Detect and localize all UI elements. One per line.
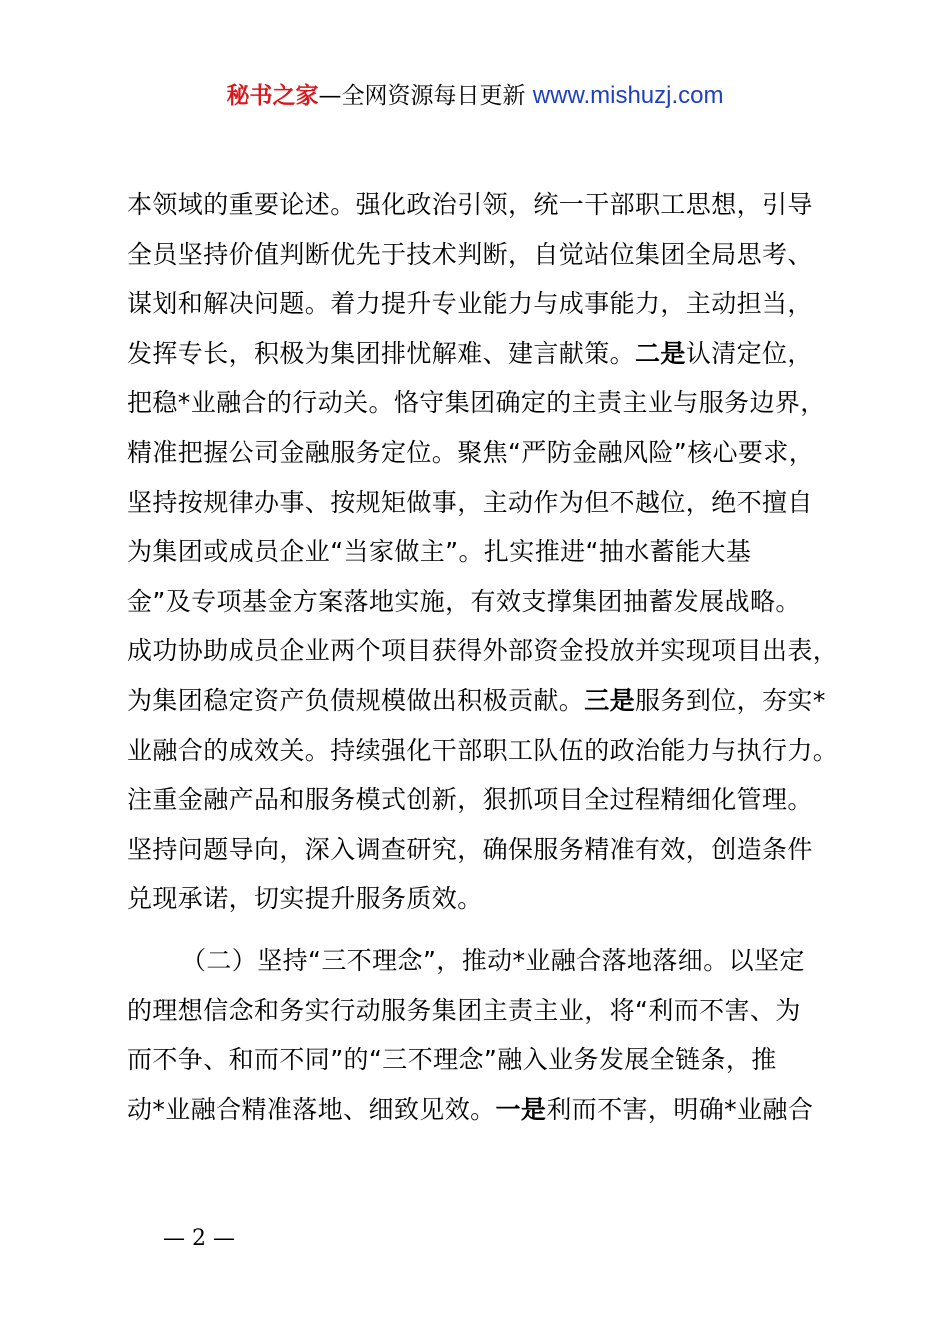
text-line	[127, 230, 867, 280]
emphasis-text: 一是	[495, 1094, 547, 1124]
line-text: 坚持按规律办事、按规矩做事，主动作为但不越位，绝不擅自	[127, 487, 813, 517]
line-text: 业融合的成效关。持续强化干部职工队伍的政治能力与执行力。	[127, 735, 839, 765]
text-line	[127, 726, 867, 776]
line-text: 动*业融合精准落地、细致见效。	[127, 1094, 496, 1124]
line-text: 成功协助成员企业两个项目获得外部资金投放并实现项目出表，	[127, 636, 839, 666]
text-line	[127, 775, 867, 825]
line-text: 服务到位，夯实*	[635, 685, 826, 715]
line-text: 金”及专项基金方案落地实施，有效支撑集团抽蓄发展战略。	[127, 586, 801, 616]
line-text: 谋划和解决问题。着力提升专业能力与成事能力，主动担当，	[127, 289, 813, 319]
line-text: 的理想信念和务实行动服务集团主责主业，将“利而不害、为	[127, 995, 801, 1025]
line-text: 兑现承诺，切实提升服务质效。	[127, 884, 483, 914]
emphasis-text: 三是	[584, 685, 636, 715]
text-line	[127, 428, 867, 478]
text-line	[127, 626, 867, 676]
page-number: — 2 —	[163, 1226, 235, 1251]
emphasis-text: 二是	[635, 338, 686, 368]
text-line	[127, 577, 867, 627]
line-text: 而不争、和而不同”的“三不理念”融入业务发展全链条，推	[127, 1045, 777, 1075]
line-text: 认清定位，	[685, 338, 813, 368]
line-text: 全员坚持价值判断优先于技术判断，自觉站位集团全局思考、	[127, 239, 813, 269]
brand-name: 秘书之家	[226, 83, 319, 109]
text-line	[127, 986, 867, 1036]
line-text: 为集团稳定资产负债规模做出积极贡献。	[127, 685, 585, 715]
text-line	[127, 329, 867, 379]
text-line	[127, 180, 867, 230]
line-text: 本领域的重要论述。强化政治引领，统一干部职工思想，引导	[127, 190, 813, 219]
site-header	[0, 80, 950, 112]
line-text: 坚持问题导向，深入调查研究，确保服务精准有效，创造条件	[127, 834, 813, 864]
text-line	[127, 527, 867, 577]
text-line	[127, 378, 867, 428]
line-text: 为集团或成员企业“当家做主”。扎实推进“抽水蓄能大基	[127, 537, 752, 567]
text-line	[127, 936, 867, 986]
text-line	[127, 676, 867, 726]
site-tagline: —全网资源每日更新	[318, 83, 526, 109]
line-text: 利而不害，明确*业融合	[546, 1094, 814, 1124]
site-url[interactable]: www.mishuzj.com	[532, 82, 724, 109]
text-line	[127, 874, 867, 924]
line-text: 精准把握公司金融服务定位。聚焦“严防金融风险”核心要求，	[127, 437, 815, 467]
text-line	[127, 279, 867, 329]
text-line	[127, 825, 867, 875]
text-line	[127, 478, 867, 528]
document-body	[127, 180, 867, 1134]
line-text: 注重金融产品和服务模式创新，狠抓项目全过程精细化管理。	[127, 785, 813, 815]
text-line	[127, 1035, 867, 1085]
line-text: 把稳*业融合的行动关。恪守集团确定的主责主业与服务边界，	[127, 388, 826, 418]
text-line	[127, 1085, 867, 1135]
line-text: （二）坚持“三不理念”，推动*业融合落地落细。以坚定	[181, 945, 805, 975]
line-text: 发挥专长，积极为集团排忧解难、建言献策。	[127, 338, 636, 368]
